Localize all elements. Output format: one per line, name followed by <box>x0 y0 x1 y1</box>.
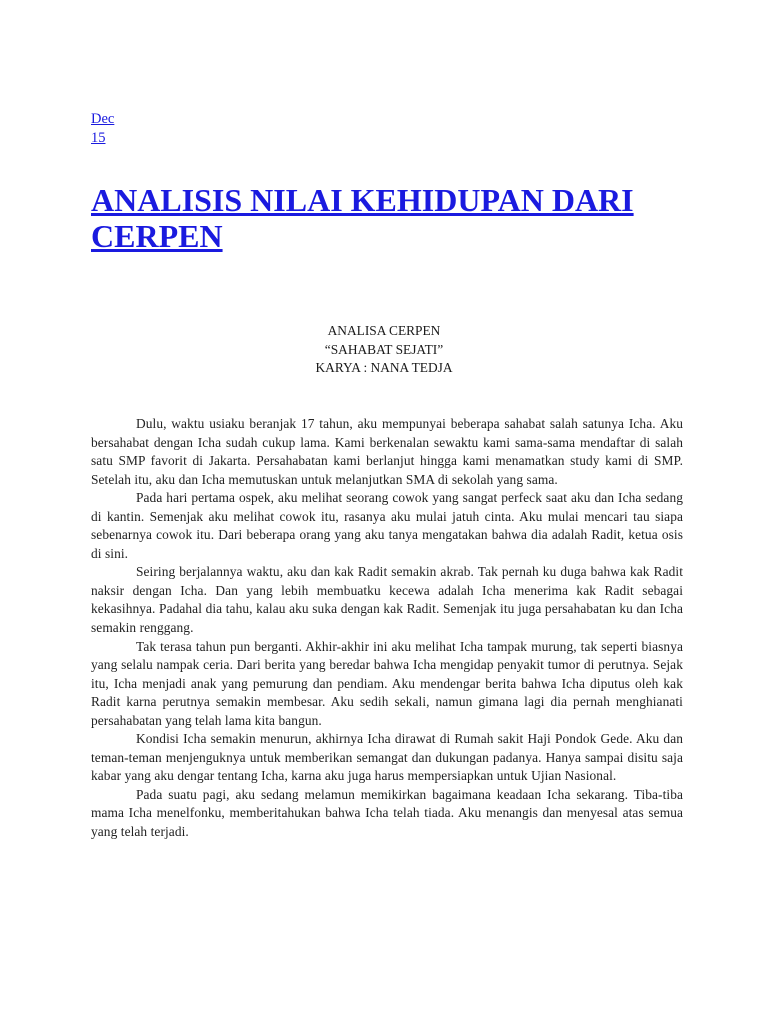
post-date-day: 15 <box>91 130 106 146</box>
heading-line-author: KARYA : NANA TEDJA <box>315 360 453 375</box>
article-body <box>91 415 683 842</box>
article-paragraph: Tak terasa tahun pun berganti. Akhir-akhir ini aku melihat Icha tampak murung, tak seperti biasnya yang selalu nampak ceria. Dari berita yang beredar bahwa Icha mengidap penyakit tumor di perutnya. Sejak itu, Icha menjadi anak yang pemurung dan pendiam. Aku mendengar berita bahwa Icha diputus oleh kak Radit karna perutnya semakin membesar. Aku sedih sekali, namun gimana lagi dia pernah menghianati persahabatan yang telah lama kita bangun. <box>91 638 683 728</box>
story-heading <box>0 322 768 378</box>
article-paragraph: Kondisi Icha semakin menurun, akhirnya Icha dirawat di Rumah sakit Haji Pondok Gede. Aku dan teman-teman menjenguknya untuk memberikan semangat dan dukungan padanya. Hanya sampai disitu saja kabar yang aku dengar tentang Icha, karna aku juga harus mempersiapkan untuk Ujian Nasional. <box>91 731 683 784</box>
article-paragraph: Seiring berjalannya waktu, aku dan kak Radit semakin akrab. Tak pernah ku duga bahwa kak Radit naksir dengan Icha. Dan yang lebih membuatku kecewa adalah Icha menerima kak Radit sebagai kekasihnya. Padahal dia tahu, kalau aku suka dengan kak Radit. Semenjak itu juga persahabatan ku dan Icha semakin renggang. <box>91 564 683 636</box>
article-paragraph: Dulu, waktu usiaku beranjak 17 tahun, aku mempunyai beberapa sahabat salah satunya Icha. Aku bersahabat dengan Icha sudah cukup lama. Kami berkenalan sewaktu kami sama-sama mendaftar di salah satu SMP favorit di Jakarta. Persahabatan kami berlanjut hingga kami menamatkan study kami di SMP. Setelah itu, aku dan Icha memutuskan untuk melanjutkan SMA di sekolah yang sama. <box>91 416 683 487</box>
post-date-link[interactable] <box>91 110 114 148</box>
article-paragraph: Pada hari pertama ospek, aku melihat seorang cowok yang sangat perfeck saat aku dan Icha sedang di kantin. Semenjak aku melihat cowok itu, rasanya aku mulai jatuh cinta. Aku mulai mencari tau siapa sebenarnya cowok itu. Dari beberapa orang yang aku tanya mengatakan bahwa dia adalah Radit, ketua osis di sini. <box>91 490 683 561</box>
post-date-month: Dec <box>91 111 115 127</box>
heading-line-story-title: “SAHABAT SEJATI” <box>324 341 444 357</box>
post-title-link[interactable]: ANALISIS NILAI KEHIDUPAN DARI CERPEN <box>91 182 634 254</box>
heading-line-analysis: ANALISA CERPEN <box>327 323 441 338</box>
article-paragraph: Pada suatu pagi, aku sedang melamun memikirkan bagaimana keadaan Icha sekarang. Tiba-tiba mama Icha menelfonku, memberitahukan bahwa Icha telah tiada. Aku menangis dan menyesal atas semua yang telah terjadi. <box>91 786 683 840</box>
